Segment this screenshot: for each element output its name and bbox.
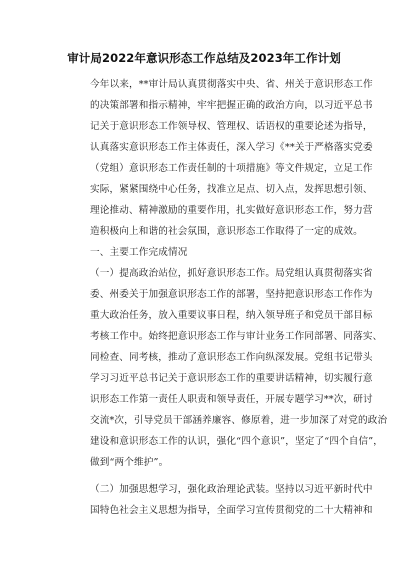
paragraph-line: 今年以来，**审计局认真贯彻落实中央、省、州关于意识形态工作	[90, 79, 373, 90]
paragraph-line: 国特色社会主义思想为指导，全面学习宣传贯彻党的二十大精神和	[90, 505, 373, 516]
paragraph-line: 的决策部署和指示精神，牢牢把握正确的政治方向，以习近平总书	[90, 100, 373, 111]
paragraph-line: （党组）意识形态工作责任制的十项措施》等文件规定，立足工作	[90, 163, 373, 174]
paragraph-line: 考核工作中。始终把意识形态工作与审计业务工作同部署、同落实、	[90, 331, 383, 342]
paragraph-line: 认真落实意识形态工作主体责任，深入学习《**关于严格落实党委	[90, 142, 373, 153]
paragraph-line: 记关于意识形态工作领导权、管理权、话语权的重要论述为指导，	[90, 121, 373, 132]
paragraph-line: 交流*次，引导党员干部涵养廉容、修原着，进一步加深了对党的政治	[90, 415, 388, 426]
paragraph-line: 委、州委关于加强意识形态工作的部署，坚持把意识形态工作作为	[90, 289, 373, 300]
section-heading: 一、主要工作完成情况	[90, 247, 188, 258]
paragraph-line: 重大政治任务，放入重要议事日程，纳入领导班子和党员干部目标	[90, 310, 373, 321]
paragraph-line: （二）加强思想学习，强化政治理论武装。坚持以习近平新时代中	[90, 484, 373, 495]
paragraph-line: 理论推动、精神激励的重要作用，扎实做好意识形态工作，努力营	[90, 205, 373, 216]
paragraph-line: 建设和意识形态工作的认识，强化“四个意识”，坚定了“四个自信”，	[90, 436, 384, 447]
paragraph-line: （一）提高政治站位，抓好意识形态工作。局党组认真贯彻落实省	[90, 268, 373, 279]
paragraph-line: 实际，紧紧围绕中心任务，找准立足点、切入点，发挥思想引领、	[90, 184, 373, 195]
paragraph-line: 做到“两个维护”。	[90, 457, 169, 468]
document-body	[90, 74, 388, 521]
paragraph-line: 学习习近平总书记关于意识形态工作的重要讲话精神，切实履行意	[90, 373, 373, 384]
paragraph-line: 识形态工作第一责任人职责和领导责任，开展专题学习**次，研讨	[90, 394, 373, 405]
paragraph-line: 同检查、同考核，推动了意识形态工作向纵深发展。党组书记带头	[90, 352, 373, 363]
document-title: 审计局2022年意识形态工作总结及2023年工作计划	[67, 51, 341, 65]
paragraph-line: 造积极向上和谐的社会氛围，意识形态工作取得了一定的成效。	[90, 226, 363, 237]
